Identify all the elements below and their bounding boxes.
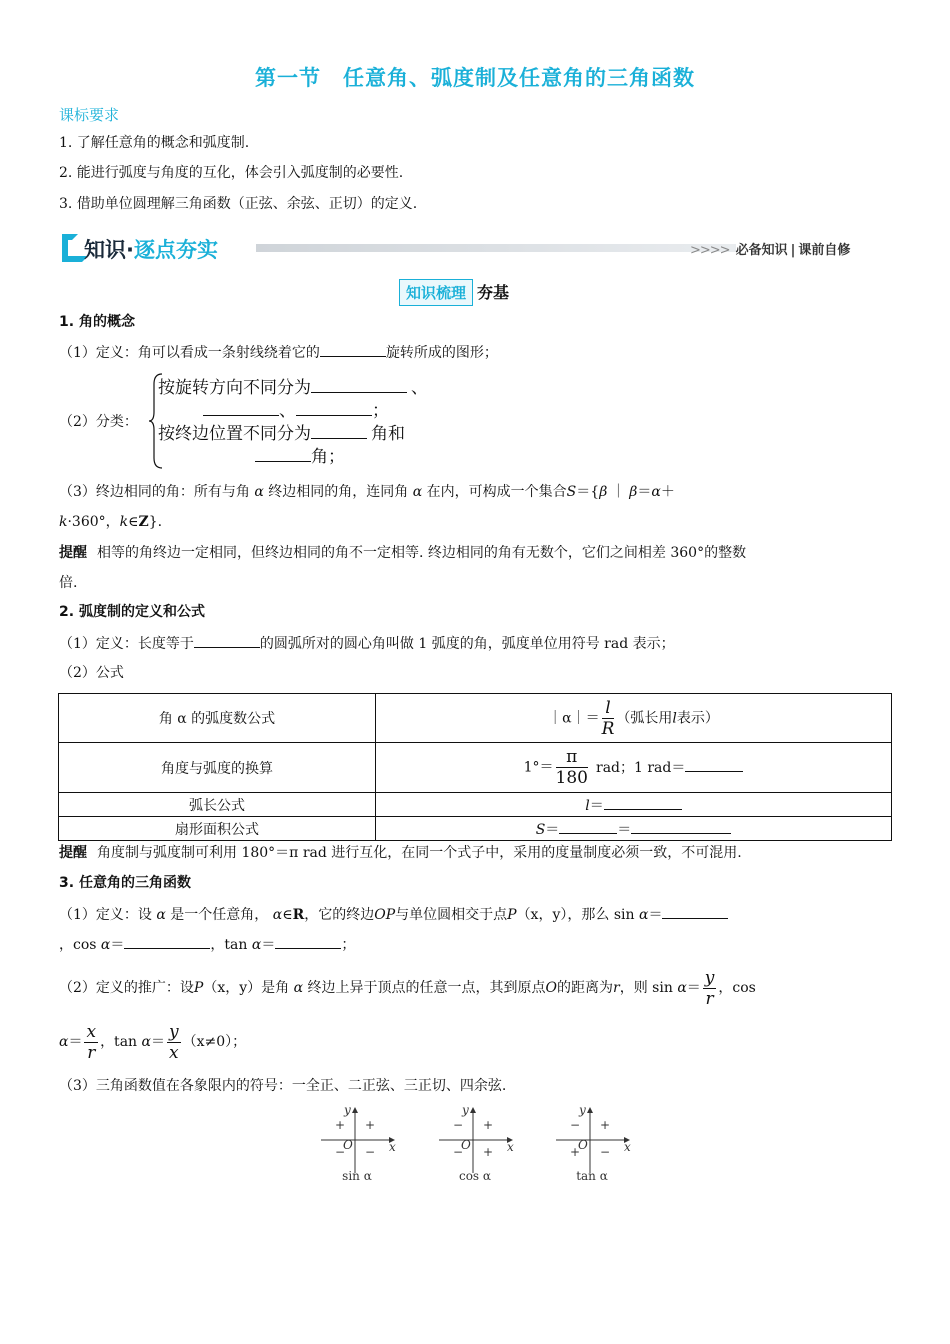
fill-blank[interactable] [559,819,617,834]
text: 的距离为 [557,980,614,996]
axis-x-label: x [624,1140,631,1154]
table-row [59,743,892,793]
sign-q2: − [453,1118,464,1132]
sign-q3: − [335,1145,346,1159]
section1-num: 1 [59,314,69,330]
math-p: P [193,980,204,996]
badge-boxed: 知识梳理 [399,279,473,306]
badge-tail: 夯基 [477,283,510,302]
text: ＝ [261,937,276,953]
text: ∈ [282,907,293,923]
banner-sep: | [790,243,796,258]
definition-extension-cont [59,1020,246,1064]
banner-main: 知识 [84,238,126,262]
table-cell [376,743,892,793]
math-alpha: α [59,1034,69,1050]
sign-rule: （3）三角函数值在各象限内的符号：一全正、二正弦、三正切、四余弦. [59,1078,507,1094]
text: 角和 [371,424,405,444]
text: ＝ [150,1034,165,1050]
text: （弧长用 [616,710,673,726]
table-cell: 扇形面积公式 [59,817,376,841]
banner-divider [256,244,736,252]
text: ＋ [660,484,675,500]
math-alpha: α [156,907,166,923]
math-op: OP [374,907,396,923]
table-row [59,817,892,841]
math-alpha: α [141,1034,151,1050]
banner-right-b: 课前自修 [798,243,851,258]
fill-blank[interactable] [296,398,372,416]
section1-heading [59,312,135,332]
math-alpha: α [651,484,661,500]
curriculum-heading: 课标要求 [59,106,120,124]
axis-x-label: x [507,1140,514,1154]
text: 1°＝ [523,759,554,776]
math-alpha: α [293,980,304,996]
tip-label: 提醒 [59,545,87,561]
quadrant-diagram-sin [319,1103,409,1185]
text: 的圆弧所对的圆心角叫做 1 弧度的角，弧度单位用符号 rad 表示； [259,636,675,652]
section2-tip [59,843,742,863]
math-k: k [59,514,68,530]
page-title: 第一节 任意角、弧度制及任意角的三角函数 [255,66,695,90]
math-beta: β [599,484,608,500]
text: ； [341,937,356,953]
banner-dot: · [126,238,134,262]
diagram-caption: cos α [458,1169,492,1183]
origin-label: O [578,1138,588,1152]
banner-chevrons: >>>> [690,243,730,258]
text: ＝ [545,821,560,838]
coterminal-angles-cont [59,512,162,532]
fraction: $\frac{y}{x}$ [168,1021,179,1063]
table-cell: 角 α 的弧度数公式 [59,694,376,743]
curriculum-item: 1. 了解任意角的概念和弧度制. [59,135,250,151]
sign-q2: − [570,1118,581,1132]
trig-definition [59,904,728,925]
text: ，tan [210,937,248,953]
section3-title: . 任意角的三角函数 [68,875,191,891]
math-alpha: α [251,937,262,953]
math-alpha: α [677,980,687,996]
tip-text: 角度制与弧度制可利用 180°＝π rad 进行互化，在同一个式子中，采用的度量制度必须一致，不可混用. [97,845,742,861]
fill-blank[interactable] [275,934,341,949]
banner-title [58,230,254,266]
text: ∈ [128,514,139,530]
text: 、 [279,401,296,421]
formula-table [58,693,892,841]
section1-tip-cont: 倍. [59,575,78,591]
text: 角； [311,447,345,467]
text: 按旋转方向不同分为 [158,378,311,398]
table-cell: 角度与弧度的换算 [59,743,376,793]
text: （x≠0）； [182,1034,247,1050]
text: 、 [411,378,428,398]
text: ＝ [589,797,604,814]
knowledge-badge [399,279,509,307]
fill-blank[interactable] [631,819,731,834]
text: ，它的终边 [304,907,375,923]
fill-blank[interactable] [311,421,367,439]
table-row [59,793,892,817]
fill-blank[interactable] [604,795,682,810]
text: ＝ [648,907,663,923]
text: }. [148,514,163,530]
text: ，cos [718,980,756,996]
table-cell [376,817,892,841]
sign-q3: − [453,1145,464,1159]
classification-row [158,421,405,446]
text: （2）定义的推广：设 [59,980,194,996]
math-s: S [535,821,546,838]
text: （1）定义：长度等于 [59,636,194,652]
math-k: k [119,514,129,530]
quadrant-diagram-tan [554,1103,644,1185]
banner-tagline [690,239,850,258]
text: （1）定义：设 [59,907,152,923]
table-row [59,694,892,743]
text: ，则 sin [619,980,673,996]
section-banner [58,230,892,266]
text: ＝ [617,821,632,838]
sign-q4: + [483,1145,494,1159]
coterminal-angles [59,482,675,502]
text: 按终边位置不同分为 [158,424,311,444]
text: 在内，可构成一个集合 [426,484,567,500]
text: ｜α｜＝ [548,710,600,726]
text: 与单位圆相交于点 [395,907,508,923]
fill-blank[interactable] [320,342,386,357]
classification-row [158,375,428,400]
curriculum-item: 3. 借助单位圆理解三角函数（正弦、余弦、正切）的定义. [59,196,418,212]
text: ＝{ [576,484,600,500]
math-alpha: α [254,484,264,500]
curriculum-item: 2. 能进行弧度与角度的互化，体会引入弧度制的必要性. [59,165,404,181]
math-beta: β [629,484,638,500]
text: 是一个任意角， [170,907,269,923]
sign-q1: + [600,1118,611,1132]
sign-q4: − [600,1145,611,1159]
section2-title: . 弧度制的定义和公式 [68,604,205,620]
fraction: $\frac{y}{r}$ [704,967,715,1009]
fill-blank[interactable] [662,904,728,919]
trig-definition-cont [59,934,355,955]
text: ，那么 sin [567,907,635,923]
sign-q3: + [570,1145,581,1159]
text: ，cos [59,937,97,953]
math-p: P [507,907,517,923]
math-s: S [566,484,577,500]
formula-label: （2）公式 [59,665,124,681]
text: 表示） [676,710,719,726]
section3-heading [59,873,191,893]
text: （1）定义：角可以看成一条射线绕着它的 [59,345,320,361]
text: 终边上异于顶点的任意一点，其到原点 [307,980,546,996]
math-r: r [613,980,620,996]
origin-label: O [461,1138,471,1152]
math-r: R [292,907,305,923]
definition-extension [59,966,756,1010]
fill-blank[interactable] [124,934,210,949]
text: ＝ [637,484,652,500]
math-o: O [545,980,558,996]
fraction: $\frac{l}{R}$ [601,697,615,739]
table-cell [376,694,892,743]
section1-title: . 角的概念 [68,314,135,330]
text: 是角 [261,980,290,996]
section3-num: 3 [59,875,69,891]
quadrant-diagram-cos [437,1103,527,1185]
axis-x-label: x [389,1140,396,1154]
text: ·360°， [67,514,120,530]
text: ｜ [611,484,626,500]
math-alpha: α [412,484,423,500]
classification-label: （2）分类： [59,414,138,430]
math-alpha: α [272,907,283,923]
classification-row [255,444,345,469]
text: ； [372,401,389,421]
tip-text: 相等的角终边一定相同，但终边相同的角不一定相等. 终边相同的角有无数个，它们之间相差 360°的整数 [97,545,747,561]
fill-blank[interactable] [311,375,407,393]
sign-q1: + [365,1118,376,1132]
math-alpha: α [100,937,111,953]
diagram-caption: sin α [342,1169,372,1183]
origin-label: O [343,1138,353,1152]
axis-y-label: y [344,1103,351,1117]
fill-blank[interactable] [194,633,260,648]
fraction: $\frac{\pi}{180}$ [555,747,588,788]
banner-right-a: 必备知识 [735,243,788,258]
math-alpha: α [638,907,649,923]
section1-tip [59,543,746,563]
text: ＝ [68,1034,83,1050]
fraction: $\frac{x}{r}$ [86,1021,97,1063]
text: （3）终边相同的角：所有与角 [59,484,250,500]
text: 终边相同的角，连同角 [268,484,409,500]
math-l: l [585,797,590,814]
axis-y-label: y [462,1103,469,1117]
math-z: Z [138,514,149,530]
section2-num: 2 [59,604,69,620]
text: rad；1 rad＝ [596,759,686,776]
axis-y-label: y [579,1103,586,1117]
text: ，tan [100,1034,138,1050]
diagram-caption: tan α [576,1169,608,1183]
text: （x，y） [516,907,568,923]
sign-q1: + [483,1118,494,1132]
tip-label: 提醒 [59,845,87,861]
section2-heading [59,602,205,622]
fill-blank[interactable] [255,444,311,462]
sign-q2: + [335,1118,346,1132]
banner-accent: 逐点夯实 [133,238,218,262]
table-cell [376,793,892,817]
section2-definition [59,633,675,654]
text: ＝ [686,980,701,996]
fill-blank[interactable] [203,398,279,416]
fill-blank[interactable] [685,757,743,772]
math-l: l [672,710,677,726]
section1-definition [59,342,498,363]
sign-q4: − [365,1145,376,1159]
table-cell: 弧长公式 [59,793,376,817]
text: 旋转所成的图形； [385,345,498,361]
text: （x，y） [203,980,262,996]
classification-row [203,398,389,423]
text: ＝ [110,937,125,953]
